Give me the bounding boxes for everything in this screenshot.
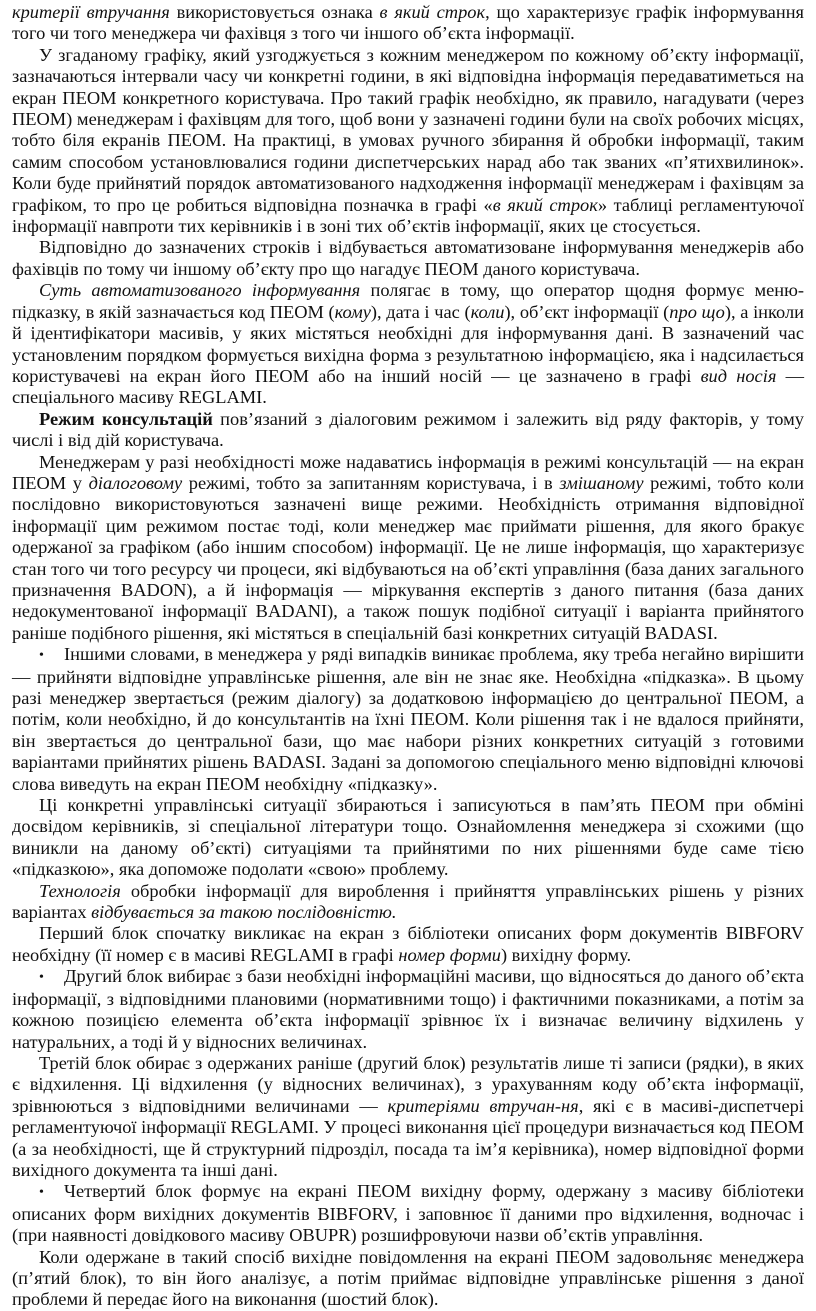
text-run: Іншими словами, в менеджера у ряді випадків виникає проблема, яку треба негайно вирішити — прийняти відповідне управлінське рішення, але він не знає яке. Необхідна «підказка». В цьому разі менеджер звертається (режим діалогу) за додатковою інформацією до центральної ПЕОМ, а потім, коли необхідно, й до консультантів на їхні ПЕОМ. Коли рішення так і не вдалося прийняти, він звертається до центральної бази, що має набори різних конкретних ситуацій з готовими варіантами прийнятих рішень BADASI. Задані за допомогою спеціального меню відповідні ключові слова виведуть на екран ПЕОМ необхідну «підказку».: [12, 644, 804, 794]
italic-text: Суть автоматизованого інформування: [39, 280, 361, 301]
text-run: полягає в тому, що оператор щодня формує меню-підказку, в якій зазначається код ПЕОМ (: [12, 280, 804, 322]
text-run: режимі, тобто коли послідовно використовуються зазначені вище режими. Необхідність отримання відповідної інформації цим режимом постає тоді, коли менеджер має приймати рішення, для якого бракує одержаної за графіком (або іншим способом) інформації. Це не лише інформація, що характеризує стан того чи того ресурсу чи процеси, які відбуваються на об’єкті управління (база даних загального призначення BADON), а й інформація — міркування експертів з даного питання (база даних недокументованої інформації BADANI), а також пошук подібної ситуації і варіанта прийнятого раніше подібного рішення, які містяться в спеціальній базі конкретних ситуацій BADASI.: [12, 472, 804, 643]
text-run: обробки інформації для вироблення і прийняття управлінських рішень у різних варіантах: [12, 880, 804, 923]
text-run: Відповідно до зазначених строків і відбувається автоматизоване інформування менеджерів або фахівців по тому чи іншому об’єкту про що нагадує ПЕОМ даного користувача.: [12, 237, 804, 279]
paragraph: [12, 452, 804, 645]
text-run: Менеджерам у разі необхідності може надаватись інформація в режимі консультацій — на екран ПЕОМ у: [12, 451, 804, 493]
text-run: використовується ознака: [169, 2, 380, 22]
italic-text: в який строк: [492, 194, 598, 215]
text-run: режимі, тобто за запитанням користувача, і в: [182, 472, 560, 493]
paragraph: [12, 795, 804, 881]
bullet-icon: •: [39, 1185, 44, 1201]
text-run: , що характеризує графік інформування того чи того менеджера чи фахівця з того чи іншого об’єкта інформації.: [12, 2, 804, 44]
italic-text: критерії втручання: [12, 2, 170, 22]
bullet-paragraph: [12, 644, 804, 795]
text-run: ) вихідну форму.: [500, 944, 632, 965]
paragraph: [12, 1247, 804, 1311]
bullet-paragraph: [12, 966, 804, 1053]
text-run: » таблиці регламентуючої інформації навпроти тих керівників і в зоні тих об’єктів інформації, яких це стосується.: [12, 194, 804, 237]
text-run: пов’язаний з діалоговим режимом і залежить від ряду факторів, у тому числі і від дій користувача.: [12, 408, 804, 451]
text-run: Ці конкретні управлінські ситуації збираються і записуються в пам’ять ПЕОМ при обміні досвідом керівників, зі спеціальної літератури тощо. Ознайомлення менеджера зі схожими (що виникли на даному об’єкті) ситуаціями та прийнятими по них рішеннями буде саме тією «підказкою», яка допоможе подолати «свою» проблему.: [12, 795, 804, 880]
italic-text: кому: [334, 301, 371, 322]
text-run: Перший блок спочатку викликає на екран з бібліотеки описаних форм документів BIBFORV необхідну (її номер є в масиві REGLAMI в графі: [12, 923, 804, 965]
bold-text: Режим консультацій: [39, 408, 213, 429]
text-run: Другий блок вибирає з бази необхідні інформаційні масиви, що відносяться до даного об’єкта інформації, з відповідними плановими (нормативними тощо) і фактичними показниками, а потім за кожною позицією елемента об’єкта інформації зрівнює їх і визначає величину відхилень у натуральних, а тоді й у відносних величинах.: [12, 966, 804, 1052]
text-run: У згаданому графіку, який узгоджується з кожним менеджером по кожному об’єкту інформації, зазначаються інтервали часу чи конкретні години, в які відповідна інформація передаватиметься на екран ПЕОМ конкретного користувача. Про такий графік необхідно, як правило, нагадувати (через ПЕОМ) менеджерам і фахівцям для того, щоб вони у зазначені години були на своїх робочих місцях, тобто біля екранів ПЕОМ. На практиці, в умовах ручного збирання й обробки інформації, таким самим способом установлювалися години диспетчерських нарад або так званих «п’ятихвилинок». Коли буде прийнятий порядок автоматизованого надходження інформації менеджерам і фахівцям за графіком, то про це робиться відповідна позначка в графі «: [12, 44, 804, 215]
italic-text: відбувається за такою послідовністю.: [91, 902, 397, 923]
text-run: ), об’єкт інформації (: [504, 301, 670, 322]
text-run: ), а інколи й ідентифікатори масивів, у яких містяться необхідні для інформування дані. В зазначений час установленим порядком формується вихідна форма з результатною інформацією, яка і надсилається користувачеві на екран його ПЕОМ або на інший носій — це зазначено в графі: [12, 301, 804, 386]
text-run: ), дата і час (: [370, 301, 471, 322]
italic-text: номер форми: [398, 944, 501, 965]
italic-text: коли: [470, 301, 505, 322]
paragraph: [12, 280, 804, 408]
paragraph: [12, 923, 804, 966]
italic-text: вид носія: [700, 365, 777, 386]
paragraph: [12, 881, 804, 924]
paragraph: [12, 45, 804, 238]
paragraph: [12, 409, 804, 452]
bullet-paragraph: [12, 1181, 804, 1246]
bullet-icon: •: [39, 970, 44, 986]
text-run: — спеціального масиву REGLAMI.: [12, 365, 804, 408]
bullet-icon: •: [39, 648, 44, 664]
paragraph: [12, 2, 804, 45]
text-run: , які є в масиві-диспетчері регламентуючої інформації REGLAMI. У процесі виконання цієї процедури визначається код ПЕОМ (а за необхідності, ще й структурний підрозділ, посада та ім’я керівника), номер відповідної форми вихідного документа та інші дані.: [12, 1095, 804, 1180]
italic-text: критеріями втручан-ня: [387, 1095, 579, 1116]
text-run: Четвертий блок формує на екрані ПЕОМ вихідну форму, одержану з масиву бібліотеки описаних форм вихідних документів BIBFORV, і заповнює її даними про відхилення, водночас і (при наявності довідкового масиву OBUPR) розшифровуючи назви об’єктів управління.: [12, 1181, 804, 1246]
italic-text: про що: [669, 301, 725, 322]
italic-text: змішаному: [559, 472, 644, 493]
italic-text: діалоговому: [88, 472, 183, 493]
paragraph: [12, 237, 804, 280]
text-run: Коли одержане в такий спосіб вихідне повідомлення на екрані ПЕОМ задовольняє менеджера (п’ятий блок), то він його аналізує, а потім приймає відповідне управлінське рішення з даної проблеми й передає його на виконання (шостий блок).: [12, 1246, 804, 1310]
italic-text: в який строк: [379, 2, 486, 22]
italic-text: Технологія: [39, 880, 121, 901]
paragraph: [12, 1053, 804, 1181]
text-run: Третій блок обирає з одержаних раніше (другий блок) результатів лише ті записи (рядки), в яких є відхилення. Ці відхилення (у відносних величинах), з урахуванням коду об’єкта інформації, зрівнюються з відповідними величинами —: [12, 1052, 804, 1116]
